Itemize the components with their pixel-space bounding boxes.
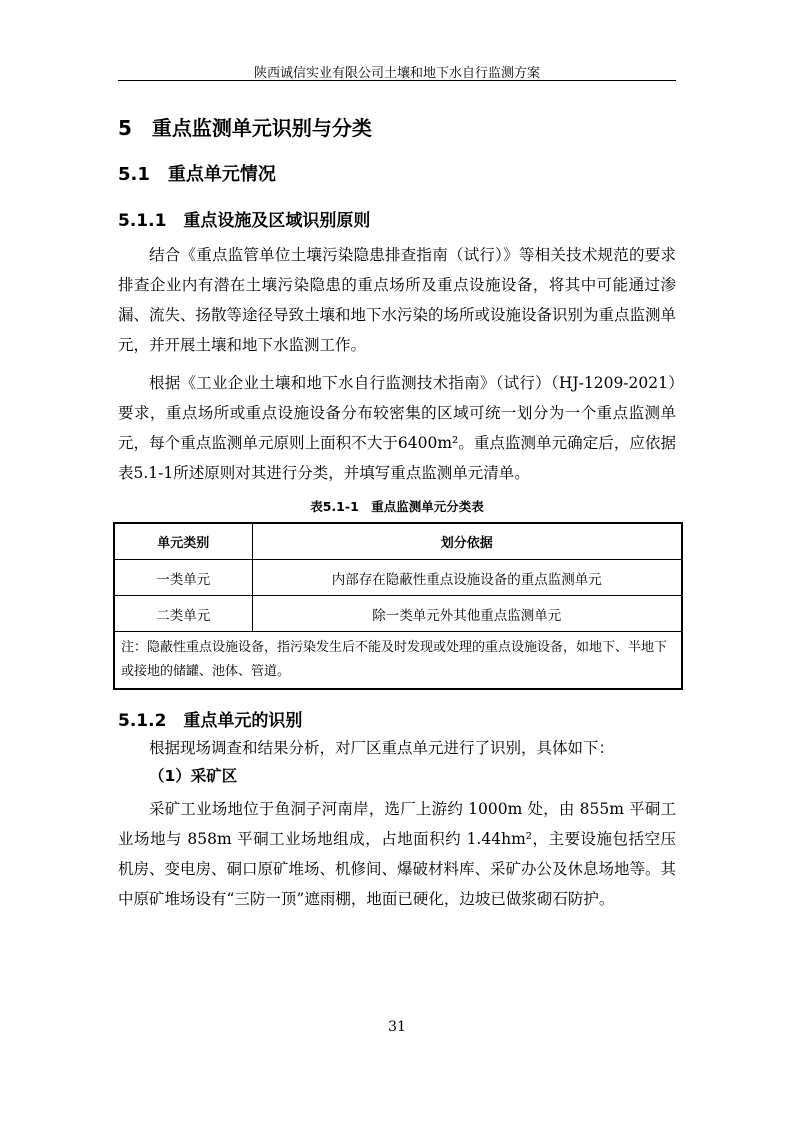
table-cell: 二类单元 [114, 596, 252, 632]
table-caption: 表5.1-1 重点监测单元分类表 [310, 499, 484, 514]
table-header-cell: 单元类别 [114, 523, 252, 560]
table-note: 注：隐蔽性重点设施设备，指污染发生后不能及时发现或处理的重点设施设备，如地下、半地下或接地的储罐、池体、管道。 [114, 632, 682, 690]
paragraph-1: 结合《重点监管单位土壤污染隐患排查指南（试行）》等相关技术规范的要求排查企业内有潜在土壤污染隐患的重点场所及重点设施设备，将其中可能通过渗漏、流失、扬散等途径导致土壤和地下水污染的场所或设施设备识别为重点监测单元，并开展土壤和地下水监测工作。 [118, 246, 677, 354]
unit-classification-table [113, 522, 683, 690]
chapter-heading: 5 重点监测单元识别与分类 [118, 116, 372, 140]
table-cell: 除一类单元外其他重点监测单元 [252, 596, 682, 632]
page-number: 31 [388, 1019, 406, 1035]
table-row [114, 596, 682, 632]
table-row [114, 560, 682, 596]
table-note-row [114, 632, 682, 690]
subheading-mining-area: （1）采矿区 [149, 767, 238, 785]
running-header: 陕西诚信实业有限公司土壤和地下水自行监测方案 [253, 66, 540, 81]
table-cell: 一类单元 [114, 560, 252, 596]
paragraph-4: 采矿工业场地位于鱼洞子河南岸，选厂上游约 1000m 处，由 855m 平硐工业场地与 858m 平硐工业场地组成，占地面积约 1.44hm²，主要设施包括空压机房、变电房、硐口原矿堆场、机修间、爆破材料库、采矿办公及休息场地等。其中原矿堆场设有“三防一顶”遮雨棚，地面已硬化，边坡已做浆砌石防护。 [118, 800, 677, 908]
table-cell: 内部存在隐蔽性重点设施设备的重点监测单元 [252, 560, 682, 596]
table-header-cell: 划分依据 [252, 523, 682, 560]
subsection-heading-5-1-2: 5.1.2 重点单元的识别 [118, 711, 303, 731]
paragraph-2: 根据《工业企业土壤和地下水自行监测技术指南》（试行）（HJ-1209-2021）要求，重点场所或重点设施设备分布较密集的区域可统一划分为一个重点监测单元，每个重点监测单元原则上面积不大于6400m²。重点监测单元确定后，应依据表5.1-1所述原则对其进行分类，并填写重点监测单元清单。 [118, 374, 676, 482]
section-heading: 5.1 重点单元情况 [118, 164, 276, 185]
paragraph-3: 根据现场调查和结果分析，对厂区重点单元进行了识别，具体如下： [149, 739, 615, 757]
table-header-row [114, 523, 682, 560]
header-rule [118, 80, 676, 81]
subsection-heading-5-1-1: 5.1.1 重点设施及区域识别原则 [118, 211, 371, 231]
